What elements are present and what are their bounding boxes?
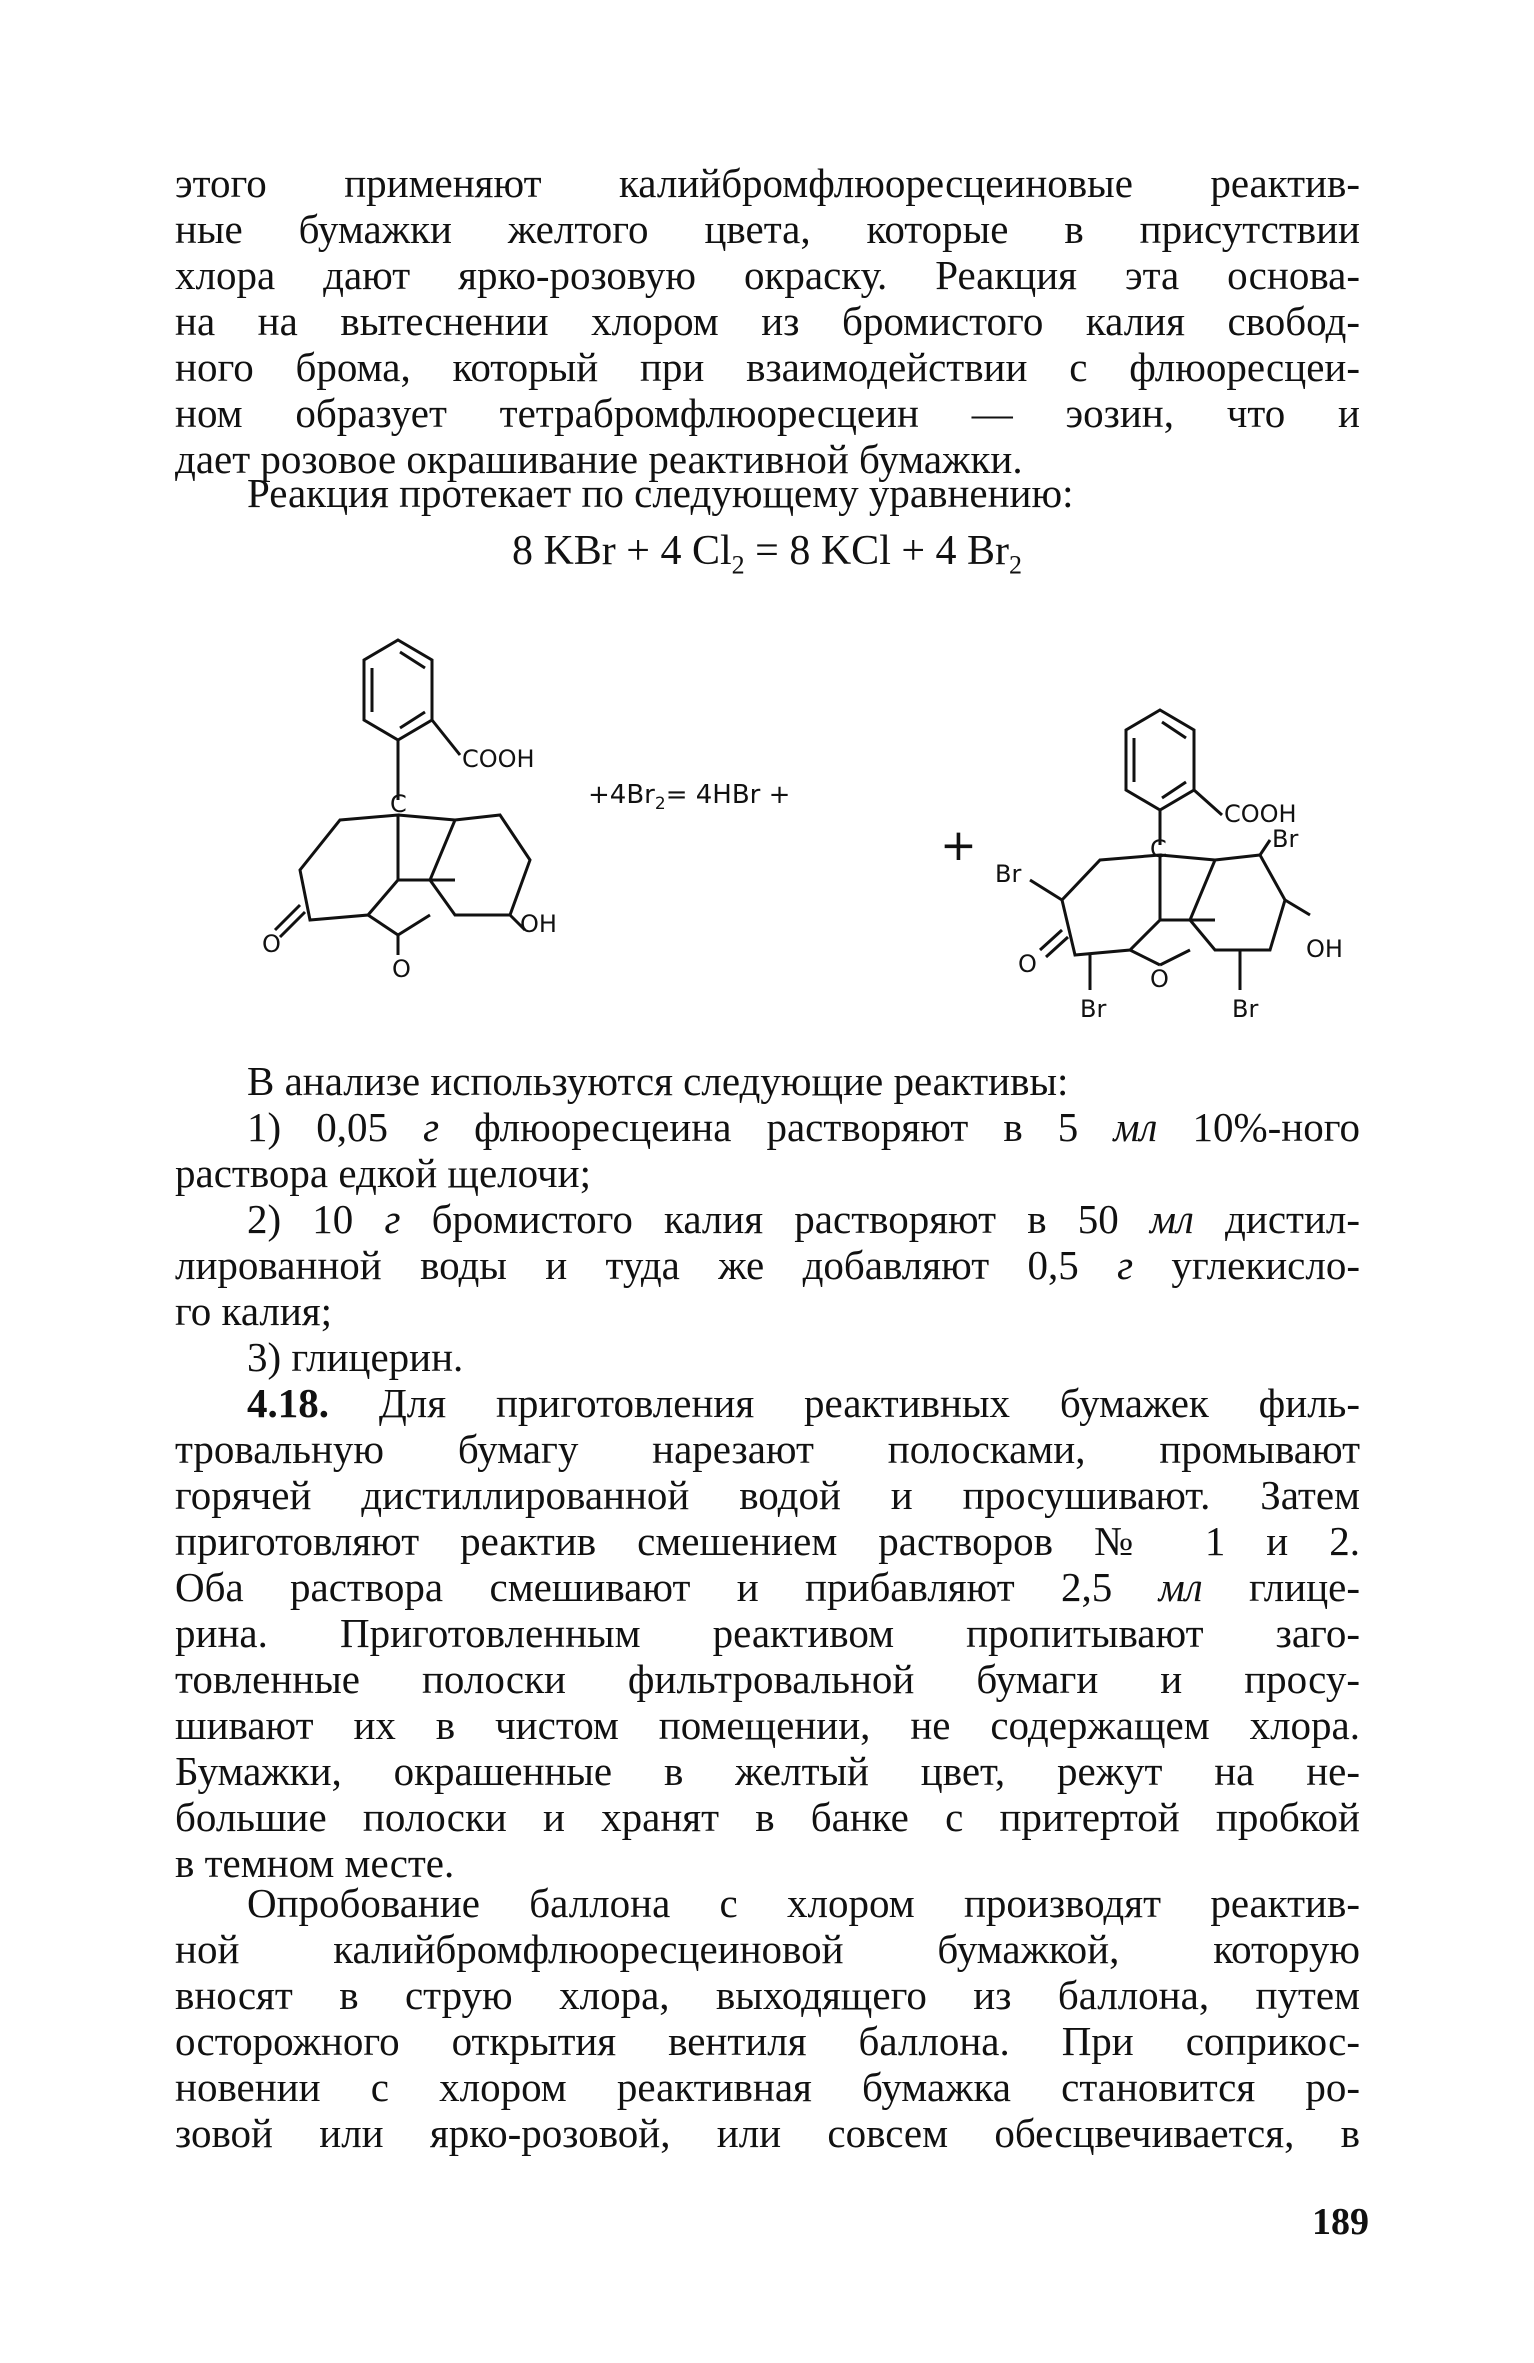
label-o: O xyxy=(262,930,281,958)
text-line: дает розовое окрашивание реактивной бумажки. xyxy=(175,436,1023,482)
equation-left: 8 KBr + 4 Cl xyxy=(511,528,732,574)
page-number: 189 xyxy=(1312,2201,1369,2243)
text-line: Оба раствора смешивают и прибавляют 2,5 мл глице- xyxy=(175,1564,1360,1610)
label-c: C xyxy=(1150,835,1167,863)
text-line: Реакция протекает по следующему уравнению: xyxy=(247,470,1074,516)
label-o: O xyxy=(392,955,411,983)
label-br: Br xyxy=(1080,995,1107,1023)
label-cooh: COOH xyxy=(462,745,535,773)
text-line: большие полоски и хранят в банке с притертой пробкой xyxy=(175,1794,1360,1840)
text-line: Опробование баллона с хлором производят реактив- xyxy=(247,1880,1360,1926)
eosin-structure xyxy=(0,0,1534,1100)
equation-right: = 8 KCl + 4 Br xyxy=(744,528,1010,574)
reagent-item-2 xyxy=(175,1196,1360,1334)
reaction-reactant: +4Br xyxy=(588,780,655,810)
label-br: Br xyxy=(1232,995,1259,1023)
text-line: на на вытеснении хлором из бромистого калия свобод- xyxy=(175,298,1360,344)
paragraph-reagents-intro xyxy=(175,1058,1360,1104)
section-number: 4.18. xyxy=(247,1380,329,1426)
label-cooh: COOH xyxy=(1224,800,1297,828)
text-line: новении с хлором реактивная бумажка становится ро- xyxy=(175,2064,1360,2110)
text-line: тровальную бумагу нарезают полосками, промывают xyxy=(175,1426,1360,1472)
text-line: ном образует тетрабромфлюоресцеин — эозин, что и xyxy=(175,390,1360,436)
text-line: Бумажки, окрашенные в желтый цвет, режут на не- xyxy=(175,1748,1360,1794)
text-line: го калия; xyxy=(175,1288,333,1334)
label-br: Br xyxy=(995,860,1022,888)
text-line: приготовляют реактив смешением растворов № 1 и 2. xyxy=(175,1518,1360,1564)
text-line: хлора дают ярко-розовую окраску. Реакция эта основа- xyxy=(175,252,1360,298)
text-line: 1) 0,05 г флюоресцеина растворяют в 5 мл 10%-ного xyxy=(247,1104,1361,1150)
reagent-item-3 xyxy=(175,1334,1360,1380)
text-line: горячей дистиллированной водой и просушивают. Затем xyxy=(175,1472,1360,1518)
label-c: C xyxy=(390,790,407,818)
equation-subscript: 2 xyxy=(731,550,745,580)
text-line: вносят в струю хлора, выходящего из баллона, путем xyxy=(175,1972,1360,2018)
text-line: в темном месте. xyxy=(175,1840,455,1886)
label-br: Br xyxy=(1272,825,1299,853)
text-line: шивают их в чистом помещении, не содержащем хлора. xyxy=(175,1702,1360,1748)
text-line: рина. Приготовленным реактивом пропитывают заго- xyxy=(175,1610,1360,1656)
text-line: осторожного открытия вентиля баллона. При соприкос- xyxy=(175,2018,1360,2064)
plus-sign: + xyxy=(940,820,977,871)
label-oh: OH xyxy=(520,910,557,938)
reagent-item-1 xyxy=(175,1104,1360,1196)
text-line: раствора едкой щелочи; xyxy=(175,1150,592,1196)
text-line: 2) 10 г бромистого калия растворяют в 50 мл дистил- xyxy=(247,1196,1360,1242)
reaction-subscript: 2 xyxy=(654,794,666,815)
label-o: O xyxy=(1150,965,1169,993)
text-line: товленные полоски фильтровальной бумаги и просу- xyxy=(175,1656,1360,1702)
label-oh: OH xyxy=(1306,935,1343,963)
equation-subscript: 2 xyxy=(1009,550,1023,580)
text-line: зовой или ярко-розовой, или совсем обесцвечивается, в xyxy=(175,2110,1360,2156)
text-line: лированной воды и туда же добавляют 0,5 г углекисло- xyxy=(175,1242,1360,1288)
section-4-18 xyxy=(175,1380,1360,1886)
reaction-product: = 4HBr + xyxy=(665,780,791,810)
paragraph-testing xyxy=(175,1880,1360,2156)
text-line: ного брома, который при взаимодействии с флюоресцеи- xyxy=(175,344,1360,390)
text-line: 4.18. Для приготовления реактивных бумажек филь- xyxy=(247,1380,1360,1426)
text-line: В анализе используются следующие реактивы: xyxy=(247,1058,1069,1104)
label-o: O xyxy=(1018,950,1037,978)
text-line: 3) глицерин. xyxy=(247,1334,464,1380)
text-line: ные бумажки желтого цвета, которые в присутствии xyxy=(175,206,1360,252)
text-line: ной калийбромфлюоресцеиновой бумажкой, которую xyxy=(175,1926,1360,1972)
text-line: этого применяют калийбромфлюоресцеиновые реактив- xyxy=(175,160,1360,206)
